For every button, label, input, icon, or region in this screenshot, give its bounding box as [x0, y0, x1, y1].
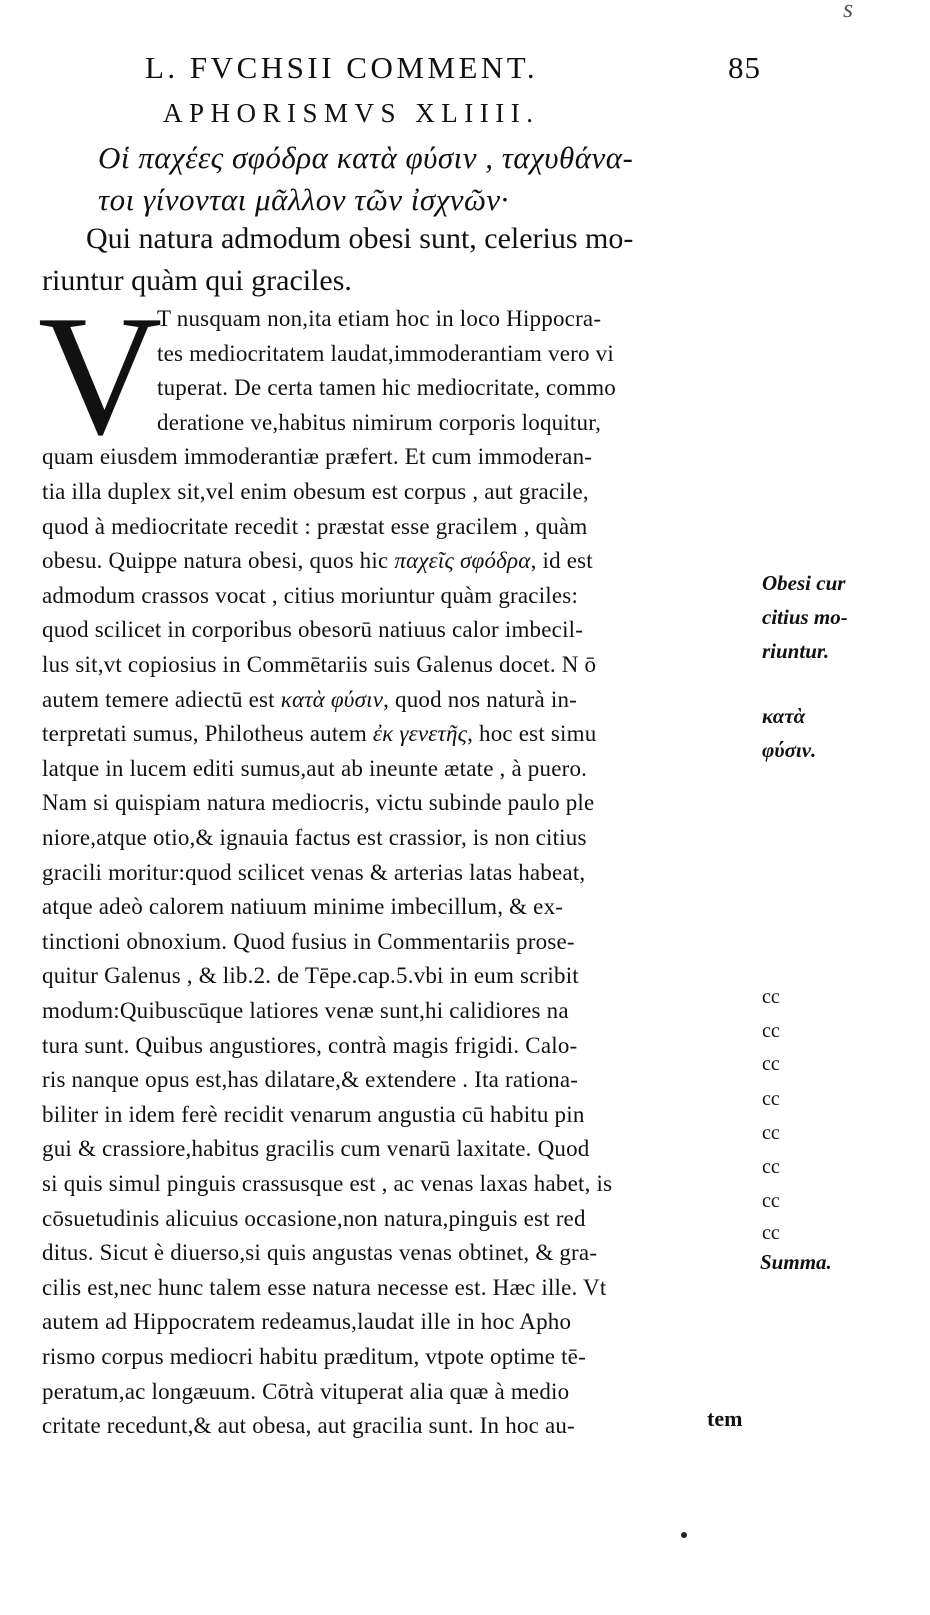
commentary-line: [42, 1171, 612, 1197]
greek-inline-term: κατὰ φύσιν: [280, 687, 384, 712]
margin-note: riuntur.: [762, 639, 830, 663]
commentary-text-segment: gracili moritur:quod scilicet venas & arterias latas habeat,: [42, 860, 586, 885]
commentary-text-segment: quod à mediocritate recedit : præstat esse gracilem , quàm: [42, 514, 588, 539]
aphorism-title: APHORISMVS XLIIII.: [163, 98, 540, 128]
commentary-line: [42, 652, 596, 678]
commentary-text-segment: tia illa duplex sit,vel enim obesum est corpus , aut gracile,: [42, 479, 589, 504]
commentary-text-segment: , id est: [530, 548, 593, 573]
commentary-text-segment: niore,atque otio,& ignauia factus est crassior, is non citius: [42, 825, 587, 850]
commentary-text-segment: autem temere adiectū est: [42, 687, 281, 712]
quote-mark: cc: [762, 1190, 780, 1212]
commentary-line: [42, 1033, 577, 1059]
commentary-line: [42, 617, 583, 643]
commentary-text-segment: si quis simul pinguis crassusque est , ac venas laxas habet, is: [42, 1171, 613, 1196]
commentary-text-segment: atque adeò calorem natiuum minime imbecillum, & ex-: [42, 894, 564, 919]
running-head: L. FVCHSII COMMENT.: [145, 50, 539, 85]
commentary-line: [42, 1206, 586, 1232]
commentary-text-segment: peratum,ac longæuum. Cōtrà vituperat alia quæ à medio: [42, 1379, 570, 1404]
commentary-text-segment: biliter in idem ferè recidit venarum angustia cū habitu pin: [42, 1102, 585, 1127]
commentary-text-segment: cilis est,nec hunc talem esse natura necesse est. Hæc ille. Vt: [42, 1275, 607, 1300]
commentary-line: [42, 1240, 597, 1266]
commentary-text-segment: tes mediocritatem laudat,immoderantiam vero vi: [157, 341, 614, 366]
commentary-line: [157, 306, 601, 332]
commentary-line: [157, 341, 614, 367]
greek-inline-term: παχεῖς σφόδρα: [394, 548, 531, 573]
commentary-line: [42, 1379, 569, 1405]
margin-note: κατὰ: [762, 704, 806, 728]
greek-aphorism-line: τοι γίνονται μᾶλλον τῶν ἰσχνῶν·: [98, 182, 509, 217]
commentary-line: [42, 825, 587, 851]
commentary-line: [42, 1102, 585, 1128]
commentary-line: [42, 479, 589, 505]
commentary-line: [42, 894, 563, 920]
commentary-text-segment: , hoc est simu: [467, 721, 597, 746]
quote-mark: cc: [762, 1222, 780, 1244]
commentary-line: [42, 514, 588, 540]
commentary-text-segment: latque in lucem editi sumus,aut ab ineunte ætate , à puero.: [42, 756, 588, 781]
drop-cap: V: [38, 281, 163, 471]
commentary-line: [42, 721, 596, 747]
commentary-line: [42, 963, 579, 989]
page-number: 85: [728, 50, 761, 85]
commentary-line: [42, 1413, 575, 1439]
corner-mark: s: [843, 0, 854, 23]
commentary-line: [42, 444, 592, 470]
commentary-line: [42, 1067, 578, 1093]
quote-mark: cc: [762, 1020, 780, 1042]
commentary-line: [42, 1344, 586, 1370]
commentary-text-segment: rismo corpus mediocri habitu præditum, vtpote optime tē-: [42, 1344, 586, 1369]
ink-dot: [681, 1532, 687, 1538]
commentary-line: [42, 790, 594, 816]
commentary-text-segment: obesu. Quippe natura obesi, quos hic: [42, 548, 395, 573]
commentary-text-segment: critate recedunt,& aut obesa, aut gracilia sunt. In hoc au-: [42, 1413, 575, 1438]
quote-mark: cc: [762, 986, 780, 1008]
commentary-line: [157, 375, 616, 401]
commentary-line: [42, 756, 587, 782]
commentary-line: [157, 410, 601, 436]
commentary-line: [42, 548, 593, 574]
quote-mark: cc: [762, 1053, 780, 1075]
commentary-text-segment: tura sunt. Quibus angustiores, contrà magis frigidi. Calo-: [42, 1033, 578, 1058]
commentary-text-segment: tuperat. De certa tamen hic mediocritate, commo: [157, 375, 616, 400]
commentary-text-segment: ris nanque opus est,has dilatare,& extendere . Ita rationa-: [42, 1067, 579, 1092]
commentary-text-segment: quod scilicet in corporibus obesorū natiuus calor imbecil-: [42, 617, 584, 642]
commentary-line: [42, 1136, 589, 1162]
catchword: tem: [707, 1406, 743, 1431]
margin-note: Summa.: [760, 1250, 832, 1274]
commentary-text-segment: tinctioni obnoxium. Quod fusius in Commentariis prose-: [42, 929, 575, 954]
greek-aphorism-line: Οἱ παχέες σφόδρα κατὰ φύσιν , ταχυθάνα-: [98, 140, 634, 175]
commentary-text-segment: modum:Quibuscūque latiores venæ sunt,hi calidiores na: [42, 998, 569, 1023]
commentary-text-segment: quam eiusdem immoderantiæ præfert. Et cum immoderan-: [42, 444, 593, 469]
commentary-text-segment: quitur Galenus , & lib.2. de Tēpe.cap.5.vbi in eum scribit: [42, 963, 579, 988]
commentary-text-segment: gui & crassiore,habitus gracilis cum venarū laxitate. Quod: [42, 1136, 590, 1161]
greek-inline-term: ἐκ γενετῆς: [372, 721, 468, 746]
quote-mark: cc: [762, 1088, 780, 1110]
commentary-text-segment: cōsuetudinis alicuius occasione,non natura,pinguis est red: [42, 1206, 586, 1231]
commentary-line: [42, 929, 575, 955]
commentary-text-segment: autem ad Hippocratem redeamus,laudat ille in hoc Apho: [42, 1309, 572, 1334]
latin-aphorism-line: Qui natura admodum obesi sunt, celerius mo-: [86, 222, 634, 255]
commentary-line: [42, 1309, 571, 1335]
margin-note: Obesi cur: [762, 571, 846, 595]
commentary-line: [42, 1275, 606, 1301]
latin-aphorism-line: riuntur quàm qui graciles.: [42, 264, 352, 297]
quote-mark: cc: [762, 1122, 780, 1144]
commentary-text-segment: , quod nos naturà in-: [383, 687, 578, 712]
commentary-line: [42, 687, 577, 713]
commentary-line: [42, 583, 578, 609]
commentary-text-segment: Nam si quispiam natura mediocris, victu subinde paulo ple: [42, 790, 595, 815]
commentary-text-segment: admodum crassos vocat , citius moriuntur quàm graciles:: [42, 583, 579, 608]
margin-note: φύσιν.: [762, 738, 817, 762]
commentary-line: [42, 998, 569, 1024]
commentary-text-segment: lus sit,vt copiosius in Commētariis suis Galenus docet. N ō: [42, 652, 597, 677]
commentary-line: [42, 860, 585, 886]
commentary-text-segment: T nusquam non,ita etiam hoc in loco Hippocra-: [157, 306, 602, 331]
quote-mark: cc: [762, 1156, 780, 1178]
margin-note: citius mo-: [762, 605, 848, 629]
commentary-text-segment: terpretati sumus, Philotheus autem: [42, 721, 373, 746]
commentary-text-segment: ditus. Sicut è diuerso,si quis angustas venas obtinet, & gra-: [42, 1240, 598, 1265]
commentary-text-segment: deratione ve,habitus nimirum corporis loquitur,: [157, 410, 602, 435]
